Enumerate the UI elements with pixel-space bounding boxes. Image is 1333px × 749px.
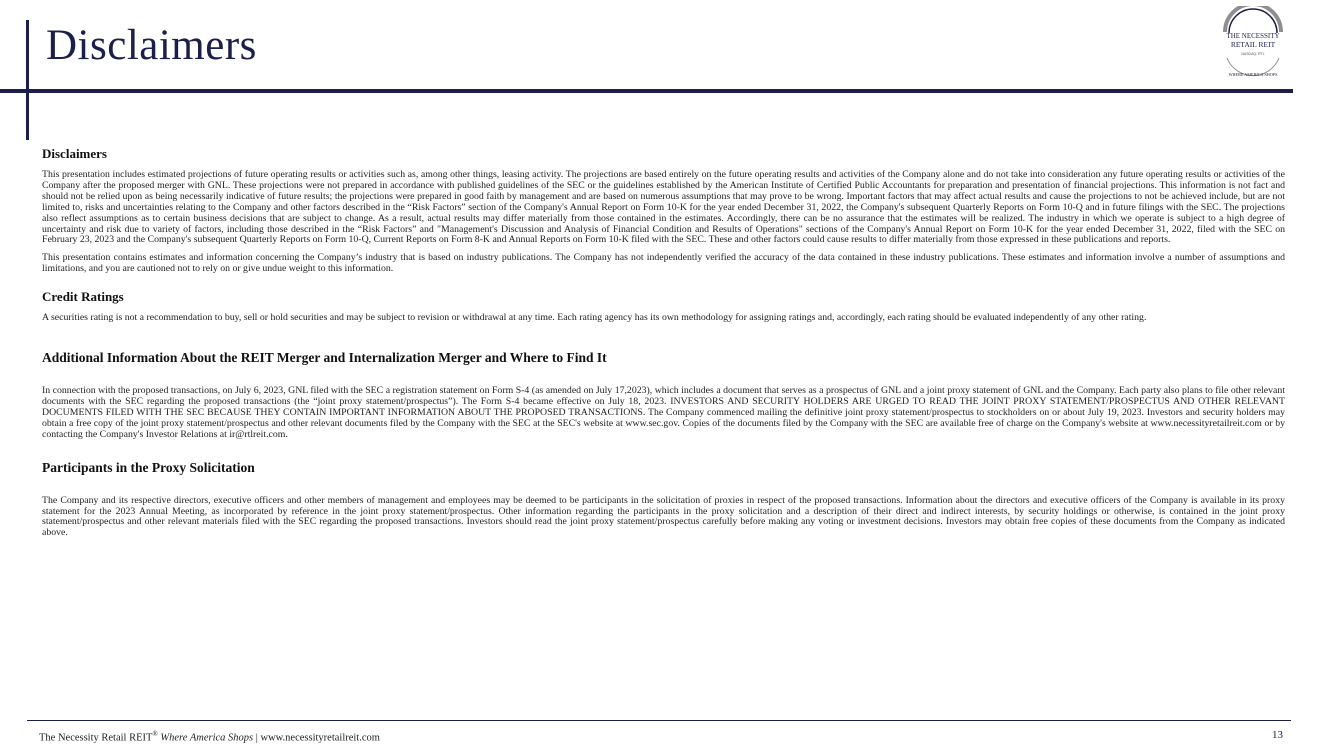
participants-paragraph: The Company and its respective directors, executive officers and other members of management and employees may be deemed to be participants in the solicitation of proxies in respect of the proposed transactions. Information about the directors and executive officers of the Company is available in its proxy statement for the 2023 Annual Meeting, as incorporated by reference in the joint proxy statement/prospectus. Other information regarding the participants in the proxy solicitation and a description of their direct and indirect interests, by security holdings or otherwise, is contained in the joint proxy statement/prospectus and other relevant materials filed with the SEC regarding the proposed transactions. Investors should read the joint proxy statement/prospectus carefully before making any voting or investment decisions. Investors may obtain free copies of these documents from the Company as indicated above. — [42, 494, 1285, 539]
credit-ratings-paragraph: A securities rating is not a recommendation to buy, sell or hold securities and may be subject to revision or withdrawal at any time. Each rating agency has its own methodology for assigning ratings and, accordingly, each rating should be evaluated independently of any other rating. — [42, 312, 1147, 324]
footer-separator: | — [255, 732, 258, 744]
footer-rule — [27, 720, 1291, 721]
logo-line1: THE NECESSITY — [1226, 32, 1280, 40]
additional-information-paragraph: In connection with the proposed transactions, on July 6, 2023, GNL filed with the SEC a registration statement on Form S-4 (as amended on July 17,2023), which includes a document that serves as a prospectus of GNL and a joint proxy statement of GNL and the Company. Each party also plans to file other relevant documents with the SEC regarding the proposed transactions (the “joint proxy statement/prospectus”). The Form S-4 became effective on July 18, 2023. INVESTORS AND SECURITY HOLDERS ARE URGED TO READ THE JOINT PROXY STATEMENT/PROSPECTUS AND OTHER RELEVANT DOCUMENTS FILED WITH THE SEC BECAUSE THEY CONTAIN IMPORTANT INFORMATION ABOUT THE PROPOSED TRANSACTIONS. The Company commenced mailing the definitive joint proxy statement/prospectus to stockholders on or about July 19, 2023. Investors and security holders may obtain a free copy of the joint proxy statement/prospectus and other relevant documents filed by the Company with the SEC at the SEC's website at www.sec.gov. Copies of the documents filed by the Company with the SEC are available free of charge on the Company's website at www.necessityretailreit.com or by contacting the Company's Investor Relations at ir@rtlreit.com. — [42, 385, 1285, 440]
content-body — [42, 146, 1285, 539]
footer-company-name: The Necessity Retail REIT — [39, 732, 153, 744]
section-additional-information — [42, 350, 1285, 441]
footer-text — [39, 730, 380, 744]
logo-line2: RETAIL REIT — [1230, 40, 1276, 49]
section-heading-participants: Participants in the Proxy Solicitation — [42, 459, 255, 475]
section-heading-disclaimers: Disclaimers — [42, 146, 107, 161]
logo-line3: NASDAQ: RTL — [1241, 52, 1265, 56]
section-disclaimers — [42, 146, 1285, 275]
accent-vertical-line — [26, 20, 29, 140]
footer-url[interactable]: www.necessityretailreit.com — [260, 732, 380, 744]
company-logo — [1213, 6, 1293, 80]
disclaimers-paragraph-2: This presentation contains estimates and information concerning the Company’s industry that is based on industry publications. The Company has not independently verified the accuracy of the data contained in these industry publications. These estimates and information involve a number of assumptions and limitations, and you are cautioned not to rely on or give undue weight to this information. — [42, 252, 1285, 275]
footer-tagline: Where America Shops — [160, 732, 254, 744]
registered-mark: ® — [152, 730, 158, 738]
title-rule — [0, 89, 1293, 93]
section-credit-ratings — [42, 289, 1285, 324]
logo-tagline: WHERE AMERICA SHOPS — [1228, 72, 1278, 77]
page-number: 13 — [1272, 729, 1283, 741]
disclaimers-paragraph-1: This presentation includes estimated projections of future operating results or activities such as, among other things, leasing activity. The projections are based entirely on the future operating results and activities of the Company alone and do not take into consideration any future operating results or activities of the Company after the proposed merger with GNL. These projections were not prepared in accordance with published guidelines of the SEC or the guidelines established by the American Institute of Certified Public Accountants for preparation and presentation of financial projections. This information is not fact and should not be relied upon as being necessarily indicative of future results; the projections were prepared in good faith by management and are based on numerous assumptions that may prove to be wrong. Important factors that may affect actual results and cause the projections to not be achieved include, but are not limited to, risks and uncertainties relating to the Company and other factors described in the “Risk Factors” section of the Company's Annual Report on Form 10-K for the year ended December 31, 2022, the Company's subsequent Quarterly Reports on Form 10-Q and in future filings with the SEC. The projections also reflect assumptions as to certain business decisions that are subject to change. As a result, actual results may differ materially from those contained in the estimates. Accordingly, there can be no assurance that the estimates will be realized. The industry in which we operate is subject to a high degree of uncertainty and risk due to variety of factors, including those described in the “Risk Factors” and "Management's Discussion and Analysis of Financial Condition and Results of Operations" sections of the Company's Annual Report on Form 10-K for the year ended December 31, 2022, filed with the SEC on February 23, 2023 and the Company's subsequent Quarterly Reports on Form 10-Q, Current Reports on Form 8-K and Annual Reports on Form 10-K filed with the SEC. These and other factors could cause results to differ materially from those expressed in these publications and reports. — [42, 169, 1285, 246]
section-participants — [42, 460, 1285, 540]
page-title: Disclaimers — [46, 22, 257, 69]
section-heading-credit-ratings: Credit Ratings — [42, 289, 124, 305]
section-heading-additional-information: Additional Information About the REIT Merger and Internalization Merger and Where to Find It — [42, 350, 607, 366]
